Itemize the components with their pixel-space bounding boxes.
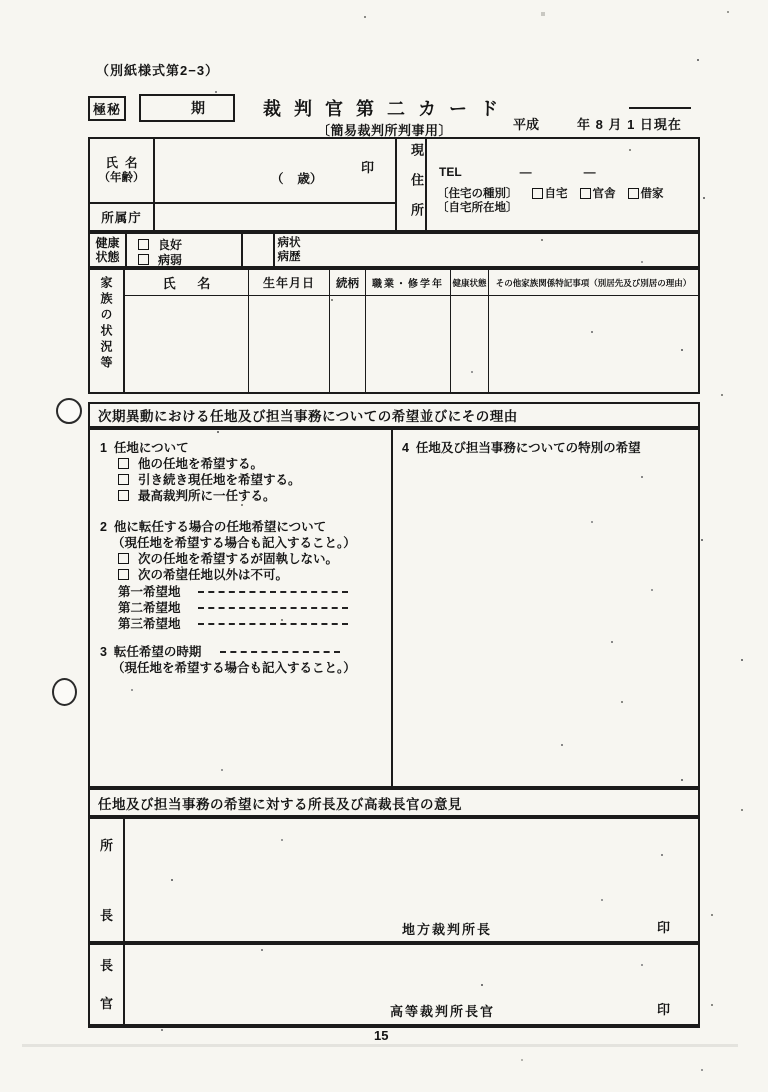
family-table	[125, 270, 698, 392]
term-label: 期	[191, 100, 205, 116]
health-label: 健康	[95, 236, 120, 250]
checkbox-leave-to-court[interactable]	[118, 490, 129, 501]
header-label: 氏 名	[162, 276, 211, 291]
affiliation-label: 所属庁	[101, 210, 142, 225]
secrecy-stamp	[88, 96, 126, 121]
header-label: 生年月日	[262, 276, 315, 290]
name-field[interactable]	[153, 139, 395, 202]
option-label: 良好	[158, 238, 183, 252]
scan-streak	[22, 1044, 738, 1047]
header-label: その他家族関係特記事項（別居先及び別居の理由）	[495, 277, 692, 288]
family-cell[interactable]	[451, 296, 489, 392]
director-opinion-field[interactable]	[125, 819, 698, 914]
fill-line-first-choice[interactable]	[198, 590, 348, 593]
fill-line-third-choice[interactable]	[198, 622, 348, 625]
wish4-heading: 4 任地及び担当事務についての特別の希望	[402, 441, 641, 455]
checkbox-rented-home[interactable]	[628, 188, 639, 199]
checkbox-health-weak[interactable]	[138, 254, 149, 265]
wish4-field[interactable]	[393, 458, 698, 784]
chief-opinion-field[interactable]	[125, 945, 698, 997]
header-label: 健康状態	[452, 277, 487, 288]
housing-option-label: 自宅	[544, 188, 568, 200]
family-col-header	[125, 270, 249, 296]
housing-option-label: 官舎	[592, 188, 616, 200]
term-number-box[interactable]	[139, 94, 235, 122]
family-cell[interactable]	[125, 296, 249, 392]
divider	[125, 234, 127, 266]
checkbox-other-post[interactable]	[118, 458, 129, 469]
choice-label: 第二希望地	[118, 601, 181, 615]
hole-punch-top	[56, 398, 82, 424]
family-side-label: 家族の状況等	[99, 276, 113, 372]
wish2-option	[118, 565, 288, 583]
family-col-header	[489, 270, 698, 296]
chief-signer: 高等裁判所長官	[390, 1004, 496, 1019]
family-col-header	[451, 270, 489, 296]
wish1-heading: 1 任地について	[100, 441, 189, 455]
date-era: 平成	[513, 117, 540, 132]
option-label: 他の任地を希望する。	[138, 457, 264, 471]
condition-label: 病状	[277, 237, 301, 249]
chief-opinion-box	[88, 943, 700, 1028]
affiliation-field[interactable]	[153, 204, 395, 230]
hole-punch-bottom	[52, 678, 77, 706]
third-choice-row	[118, 614, 348, 632]
chief-side-label: 長	[100, 958, 114, 973]
opinions-title-bar	[88, 788, 700, 817]
wish2-heading: 2 他に転任する場合の任地希望について	[100, 520, 327, 534]
checkbox-official-residence[interactable]	[580, 188, 591, 199]
tel-label: TEL	[439, 165, 462, 179]
health-box	[88, 232, 700, 268]
family-cell[interactable]	[249, 296, 330, 392]
checkbox-own-home[interactable]	[532, 188, 543, 199]
date-text: 年 8 月 1 日現在	[577, 117, 682, 132]
page-number: 15	[374, 1028, 389, 1043]
home-location-label: 〔自宅所在地〕	[437, 202, 518, 214]
affiliation-label-cell	[90, 203, 153, 230]
checkbox-health-good[interactable]	[138, 239, 149, 250]
housing-option-label: 借家	[640, 188, 664, 200]
choice-label: 第三希望地	[118, 617, 181, 631]
family-cell[interactable]	[330, 296, 366, 392]
fill-line-timing[interactable]	[220, 650, 340, 653]
option-label: 病弱	[158, 253, 183, 267]
director-seal: 印	[657, 920, 673, 935]
fill-line-second-choice[interactable]	[198, 606, 348, 609]
address-field[interactable]	[427, 139, 702, 230]
divider	[241, 234, 243, 266]
director-opinion-box	[88, 817, 700, 943]
header-label: 職業・修学年	[372, 279, 444, 290]
header-blank-line[interactable]	[629, 107, 691, 109]
choice-label: 第一希望地	[118, 585, 181, 599]
option-label: 最高裁判所に一任する。	[138, 489, 276, 503]
wishes-title: 次期異動における任地及び担当事務についての希望並びにその理由	[98, 409, 518, 424]
chief-side-label: 官	[100, 996, 114, 1011]
family-col-header	[366, 270, 451, 296]
director-side-label: 所	[100, 838, 114, 853]
chief-seal: 印	[657, 1002, 673, 1017]
history-label: 病歴	[277, 251, 301, 263]
checkbox-only-listed[interactable]	[118, 569, 129, 580]
checkbox-keep-post[interactable]	[118, 474, 129, 485]
identity-box	[88, 137, 700, 232]
health-label: 状態	[95, 250, 120, 264]
page-title: 裁判官第二カード	[263, 99, 511, 119]
wishes-title-bar	[88, 402, 700, 428]
wishes-box	[88, 428, 700, 788]
seal-placeholder: 印	[361, 160, 375, 175]
family-cell[interactable]	[366, 296, 451, 392]
family-box	[88, 268, 700, 394]
opinions-title: 任地及び担当事務の希望に対する所長及び高裁長官の意見	[98, 796, 462, 812]
age-hint: （ 歳）	[271, 172, 323, 186]
director-signer: 地方裁判所長	[402, 922, 493, 937]
health-option-weak	[138, 251, 182, 268]
director-side-label: 長	[100, 908, 114, 923]
checkbox-prefer-not-insist[interactable]	[118, 553, 129, 564]
family-cell[interactable]	[489, 296, 698, 392]
option-label: 次の任地を希望するが固執しない。	[138, 552, 339, 566]
page-subtitle: 〔簡易裁判所判事用〕	[317, 123, 453, 138]
address-side-label: 現住所	[409, 143, 424, 233]
wish2-note: （現任地を希望する場合も記入すること。）	[112, 536, 356, 550]
wish1-option	[118, 486, 276, 504]
name-label-cell	[90, 139, 153, 202]
wish3-heading: 3 転任希望の時期	[100, 645, 202, 659]
scan-noise-specks	[0, 0, 2, 2]
tel-dash: ―	[519, 165, 532, 179]
option-label: 次の希望任地以外は不可。	[138, 568, 289, 582]
name-label: 氏 名	[105, 155, 138, 170]
secrecy-stamp-label: 極秘	[92, 102, 121, 117]
health-label-cell	[90, 234, 125, 266]
option-label: 引き続き現任地を希望する。	[138, 473, 301, 487]
header-label: 続柄	[336, 277, 359, 290]
housing-type-label: 〔住宅の種別〕	[437, 188, 518, 200]
age-label: （年齢）	[98, 171, 145, 184]
wish3-note: （現任地を希望する場合も記入すること。）	[112, 661, 356, 675]
tel-dash: ―	[583, 165, 596, 179]
tel-line	[439, 165, 596, 179]
family-col-header	[249, 270, 330, 296]
family-col-header	[330, 270, 366, 296]
form-reference: （別紙様式第2−3）	[96, 63, 220, 78]
condition-field[interactable]	[275, 234, 700, 266]
